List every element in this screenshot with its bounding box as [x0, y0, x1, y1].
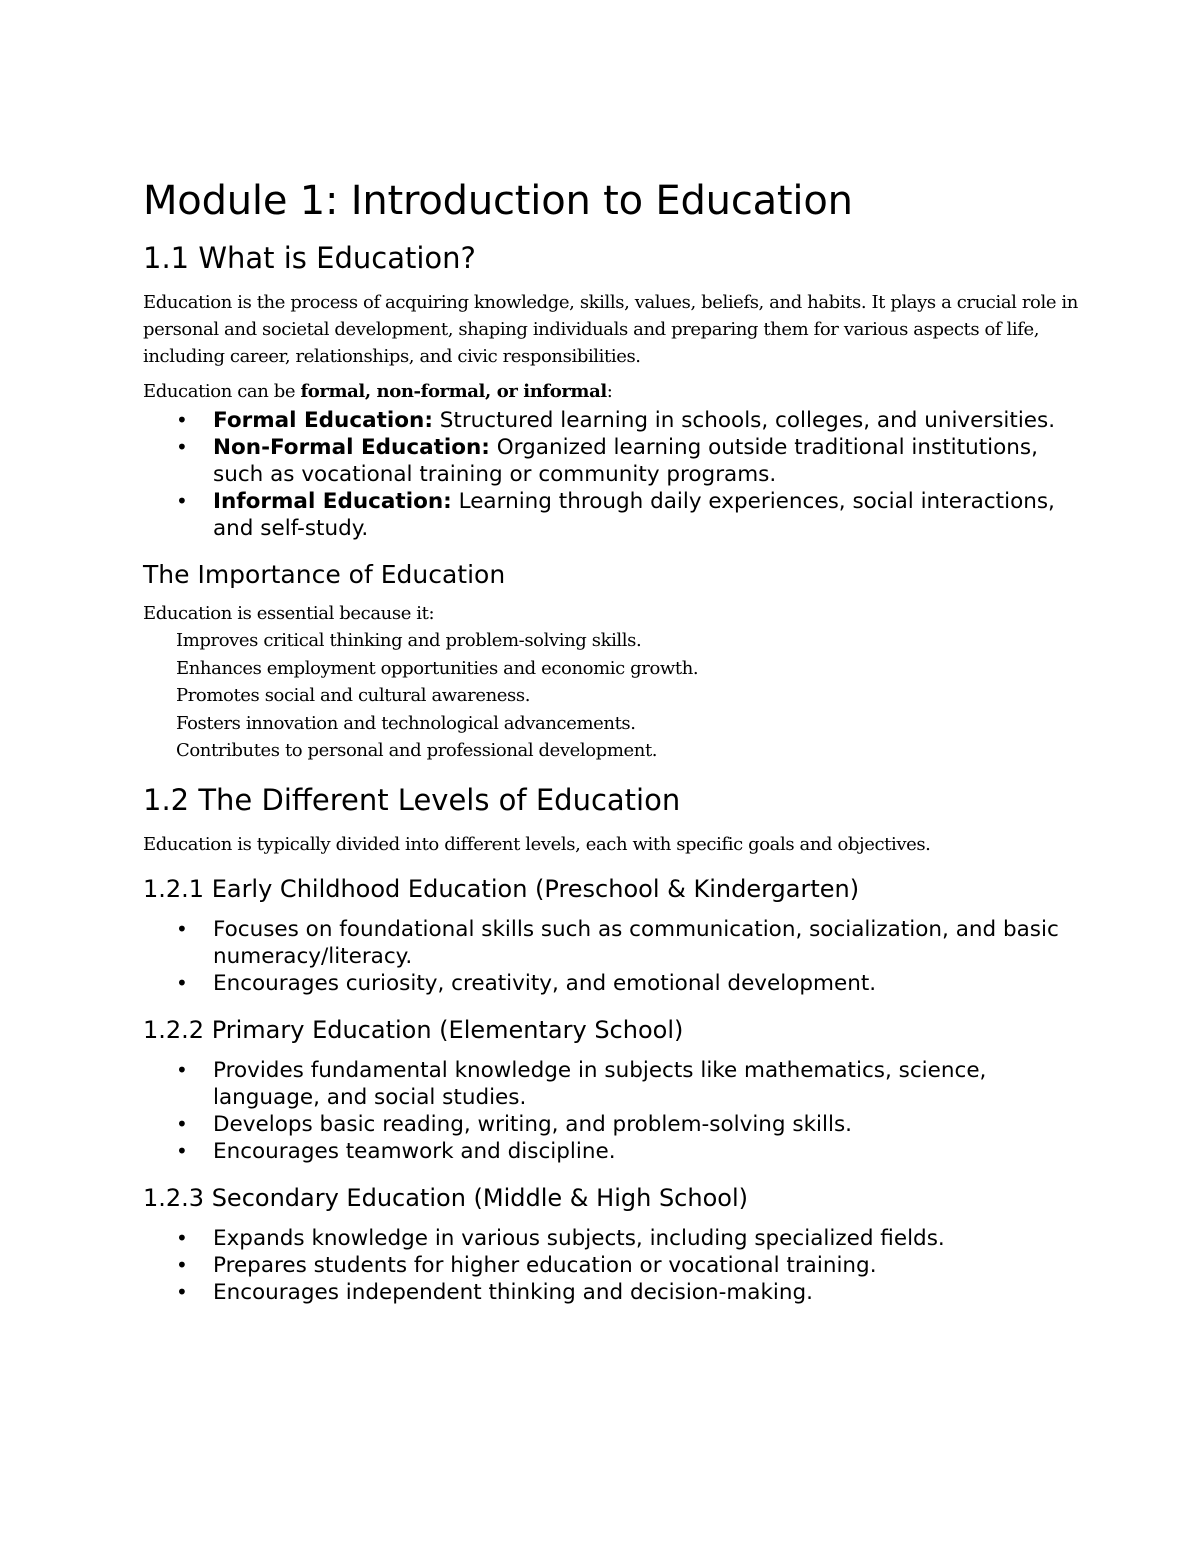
importance-heading: The Importance of Education	[143, 560, 506, 589]
importance-list	[143, 627, 1083, 765]
level-heading-secondary: 1.2.3 Secondary Education (Middle & High School)	[143, 1183, 748, 1212]
list-item-text: Develops basic reading, writing, and problem-solving skills.	[213, 1111, 853, 1137]
early-childhood-list	[143, 916, 1083, 997]
list-item	[143, 488, 1073, 542]
bullet-icon: •	[176, 1057, 188, 1082]
education-types-list	[143, 407, 1083, 542]
section-heading-1-2: 1.2 The Different Levels of Education	[143, 782, 681, 817]
list-item: Enhances employment opportunities and economic growth.	[176, 657, 699, 679]
list-item	[143, 407, 1073, 434]
importance-intro: Education is essential because it:	[143, 603, 435, 624]
bullet-icon: •	[176, 1225, 188, 1250]
list-item	[143, 1111, 1073, 1138]
bullet-icon: •	[176, 408, 188, 432]
level-heading-primary: 1.2.2 Primary Education (Elementary School)	[143, 1015, 684, 1044]
bullet-icon: •	[176, 970, 188, 995]
type-desc: Learning through daily experiences, social interactions, and self-study.	[213, 489, 1055, 541]
list-item	[143, 916, 1073, 970]
list-item	[143, 1225, 1073, 1252]
section-1-1-intro: Education is the process of acquiring knowledge, skills, values, beliefs, and habits. It plays a crucial role in personal and societal development, shaping individuals and preparing them for various aspects of life, including career, relationships, and civic responsibilities.	[143, 292, 1078, 367]
list-item-text: Focuses on foundational skills such as communication, socialization, and basic numeracy/literacy.	[213, 916, 1059, 969]
bullet-icon: •	[176, 1138, 188, 1163]
list-item-text: Encourages independent thinking and decision-making.	[213, 1279, 813, 1305]
type-desc: Structured learning in schools, colleges, and universities.	[432, 408, 1056, 433]
primary-list	[143, 1057, 1083, 1165]
list-item-text: Encourages teamwork and discipline.	[213, 1138, 616, 1164]
bullet-icon: •	[176, 1252, 188, 1277]
list-item	[143, 1057, 1073, 1111]
section-1-2-intro: Education is typically divided into different levels, each with specific goals and objectives.	[143, 833, 931, 855]
list-item: Improves critical thinking and problem-solving skills.	[176, 630, 642, 651]
list-item	[143, 970, 1073, 997]
list-item-text: Prepares students for higher education or vocational training.	[213, 1252, 877, 1278]
bullet-icon: •	[176, 1279, 188, 1304]
education-types-bold: formal, non-formal, or informal	[300, 381, 607, 402]
type-desc: Organized learning outside traditional institutions, such as vocational training or community programs.	[213, 435, 1038, 487]
bullet-icon: •	[176, 916, 188, 941]
list-item: Promotes social and cultural awareness.	[176, 685, 531, 706]
education-types-sentence	[143, 378, 1083, 405]
type-term: Formal Education:	[213, 408, 433, 433]
list-item	[143, 1252, 1073, 1279]
document-page	[143, 178, 1083, 1324]
secondary-list	[143, 1225, 1083, 1306]
bullet-icon: •	[176, 1111, 188, 1136]
bullet-icon: •	[176, 435, 188, 459]
list-item	[143, 1138, 1073, 1165]
education-types-suffix: :	[606, 381, 613, 402]
page-title: Module 1: Introduction to Education	[143, 178, 853, 224]
type-term: Informal Education:	[213, 489, 452, 514]
list-item	[143, 434, 1073, 488]
level-heading-early-childhood: 1.2.1 Early Childhood Education (Preschool & Kindergarten)	[143, 874, 860, 903]
list-item-text: Provides fundamental knowledge in subjects like mathematics, science, language, and social studies.	[213, 1057, 987, 1110]
list-item-text: Expands knowledge in various subjects, including specialized fields.	[213, 1225, 945, 1251]
type-term: Non-Formal Education:	[213, 435, 490, 460]
list-item-text: Encourages curiosity, creativity, and emotional development.	[213, 970, 877, 996]
list-item: Fosters innovation and technological advancements.	[176, 712, 636, 734]
bullet-icon: •	[176, 489, 188, 513]
list-item	[143, 1279, 1073, 1306]
education-types-prefix: Education can be	[143, 381, 301, 402]
section-heading-1-1: 1.1 What is Education?	[143, 241, 476, 275]
list-item: Contributes to personal and professional development.	[176, 740, 658, 761]
